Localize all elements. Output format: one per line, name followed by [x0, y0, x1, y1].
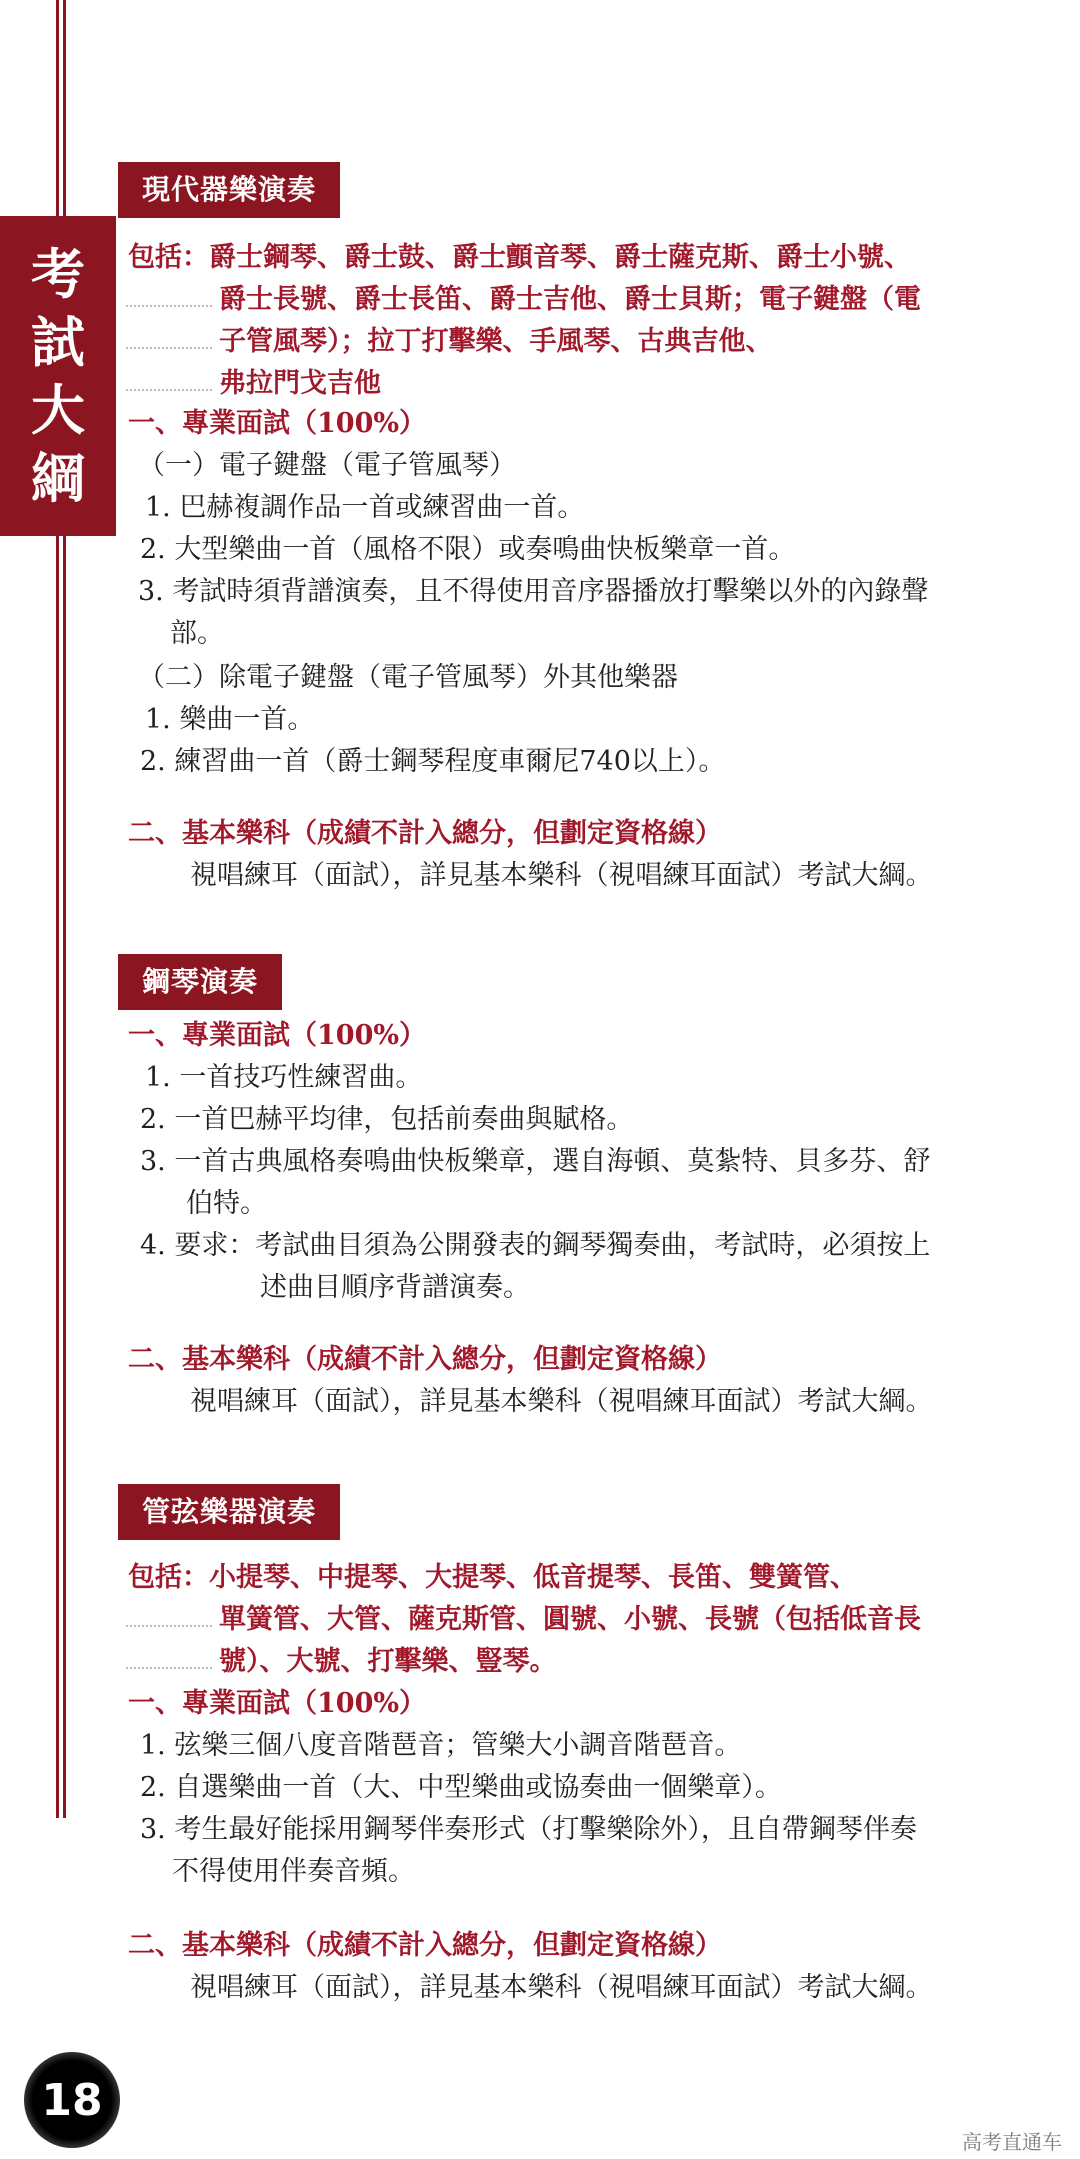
side-tab-char: 大: [31, 378, 85, 442]
subheading: （一）電子鍵盤（電子管風琴）: [138, 450, 516, 481]
side-tab-char: 綱: [31, 446, 85, 510]
heading-professional-interview: 一、專業面試（100%）: [128, 408, 427, 439]
side-tab-title: [0, 216, 116, 536]
list-item: 2. 一首巴赫平均律，包括前奏曲與賦格。: [140, 1104, 634, 1135]
dotted-leader: [126, 347, 212, 349]
list-item: 1. 樂曲一首。: [145, 704, 315, 735]
basic-music-text: 視唱練耳（面試），詳見基本樂科（視唱練耳面試）考試大綱。: [190, 1386, 933, 1417]
subheading: （二）除電子鍵盤（電子管風琴）外其他樂器: [138, 662, 678, 693]
dotted-leader: [126, 389, 212, 391]
section-tag-modern-instruments: 現代器樂演奏: [118, 162, 340, 218]
includes-line: 單簧管、大管、薩克斯管、圓號、小號、長號（包括低音長: [219, 1604, 921, 1635]
includes-line: 爵士長號、爵士長笛、爵士吉他、爵士貝斯；電子鍵盤（電: [219, 284, 921, 315]
includes-line: 弗拉門戈吉他: [219, 368, 381, 399]
heading-professional-interview: 一、專業面試（100%）: [128, 1688, 427, 1719]
dotted-leader: [126, 305, 212, 307]
list-item-continuation: 不得使用伴奏音頻。: [172, 1856, 415, 1887]
includes-line: 包括：小提琴、中提琴、大提琴、低音提琴、長笛、雙簧管、: [128, 1562, 857, 1593]
includes-line: 號）、大號、打擊樂、豎琴。: [219, 1646, 557, 1677]
heading-basic-music: 二、基本樂科（成績不計入總分，但劃定資格線）: [128, 1930, 722, 1961]
list-item: 3. 考試時須背譜演奏，且不得使用音序器播放打擊樂以外的內錄聲: [138, 576, 929, 607]
list-item: 1. 巴赫複調作品一首或練習曲一首。: [145, 492, 585, 523]
list-item-continuation: 伯特。: [186, 1188, 267, 1219]
section-tag-piano: 鋼琴演奏: [118, 954, 282, 1010]
list-item-continuation: 部。: [170, 618, 224, 649]
includes-line: 包括：爵士鋼琴、爵士鼓、爵士顫音琴、爵士薩克斯、爵士小號、: [128, 242, 911, 273]
heading-basic-music: 二、基本樂科（成績不計入總分，但劃定資格線）: [128, 1344, 722, 1375]
dotted-leader: [126, 1667, 212, 1669]
includes-line: 子管風琴）；拉丁打擊樂、手風琴、古典吉他、: [219, 326, 773, 357]
heading-basic-music: 二、基本樂科（成績不計入總分，但劃定資格線）: [128, 818, 722, 849]
basic-music-text: 視唱練耳（面試），詳見基本樂科（視唱練耳面試）考試大綱。: [190, 860, 933, 891]
list-item: 2. 自選樂曲一首（大、中型樂曲或協奏曲一個樂章）。: [140, 1772, 782, 1803]
list-item: 3. 考生最好能採用鋼琴伴奏形式（打擊樂除外），且自帶鋼琴伴奏: [140, 1814, 917, 1845]
list-item: 2. 練習曲一首（爵士鋼琴程度車爾尼740以上）。: [140, 746, 726, 777]
list-item: 1. 弦樂三個八度音階琶音；管樂大小調音階琶音。: [140, 1730, 742, 1761]
list-item: 4. 要求：考試曲目須為公開發表的鋼琴獨奏曲，考試時，必須按上: [140, 1230, 931, 1261]
watermark-text: 高考直通车: [962, 2130, 1062, 2154]
side-tab-char: 試: [31, 310, 85, 374]
heading-professional-interview: 一、專業面試（100%）: [128, 1020, 427, 1051]
list-item: 3. 一首古典風格奏鳴曲快板樂章，選自海頓、莫紮特、貝多芬、舒: [140, 1146, 931, 1177]
dotted-leader: [126, 1625, 212, 1627]
basic-music-text: 視唱練耳（面試），詳見基本樂科（視唱練耳面試）考試大綱。: [190, 1972, 933, 2003]
list-item-continuation: 述曲目順序背譜演奏。: [260, 1272, 530, 1303]
section-tag-orchestral: 管弦樂器演奏: [118, 1484, 340, 1540]
list-item: 2. 大型樂曲一首（風格不限）或奏鳴曲快板樂章一首。: [140, 534, 796, 565]
list-item: 1. 一首技巧性練習曲。: [145, 1062, 423, 1093]
page-number-badge: 18: [24, 2052, 120, 2148]
side-tab-char: 考: [31, 242, 85, 306]
